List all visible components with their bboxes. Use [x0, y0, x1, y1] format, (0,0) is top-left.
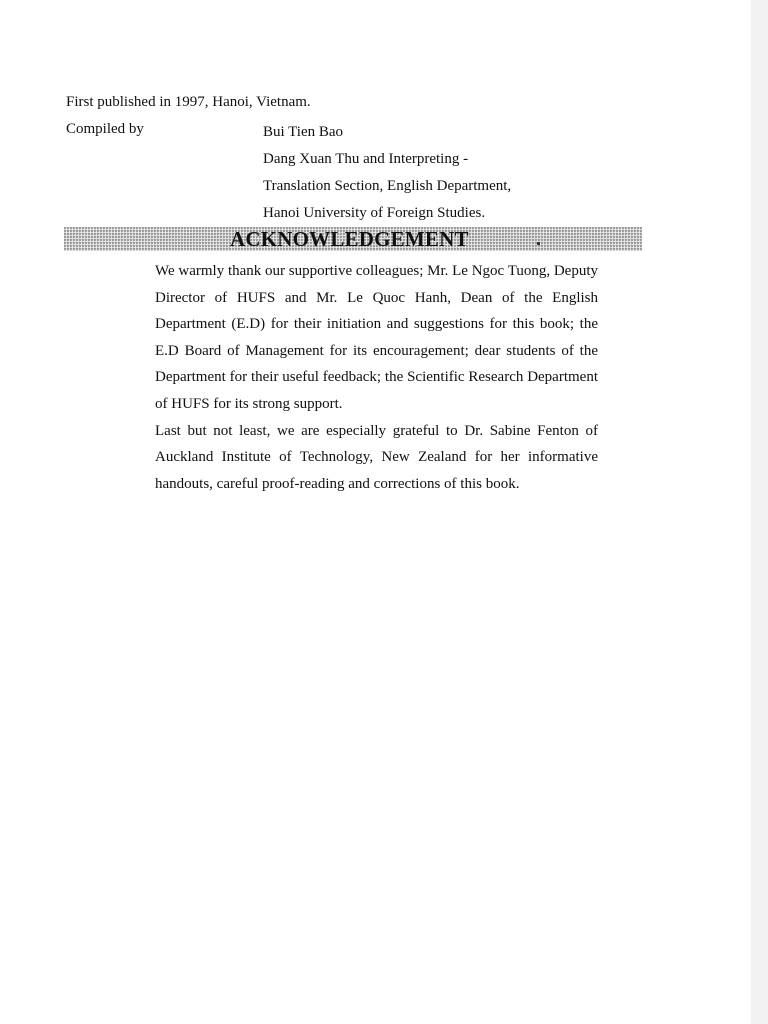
compiler-line: Translation Section, English Department,	[263, 178, 512, 194]
compiler-list	[263, 119, 511, 227]
acknowledgement-paragraph: Last but not least, we are especially grateful to Dr. Sabine Fenton of Auckland Institute of Technology, New Zealand for her informative handouts, careful proof-reading and corrections of this book.	[155, 422, 598, 492]
acknowledgement-body	[155, 258, 598, 497]
acknowledgement-heading: ACKNOWLEDGEMENT	[230, 227, 469, 251]
publication-info: First published in 1997, Hanoi, Vietnam.	[66, 94, 311, 110]
compiler-line: Hanoi University of Foreign Studies.	[263, 205, 486, 221]
acknowledgement-paragraph: We warmly thank our supportive colleagues; Mr. Le Ngoc Tuong, Deputy Director of HUFS and Mr. Le Quoc Hanh, Dean of the English Department (E.D) for their initiation and suggestions for this book; the E.D Board of Management for its encouragement; dear students of the Department for their useful feedback; the Scientific Research Department of HUFS for its strong support.	[155, 263, 598, 412]
compiled-by-label: Compiled by	[66, 121, 144, 137]
compiler-line: Bui Tien Bao	[263, 124, 344, 140]
banner-dot	[537, 242, 540, 245]
compiler-line: Dang Xuan Thu and Interpreting -	[263, 151, 469, 167]
